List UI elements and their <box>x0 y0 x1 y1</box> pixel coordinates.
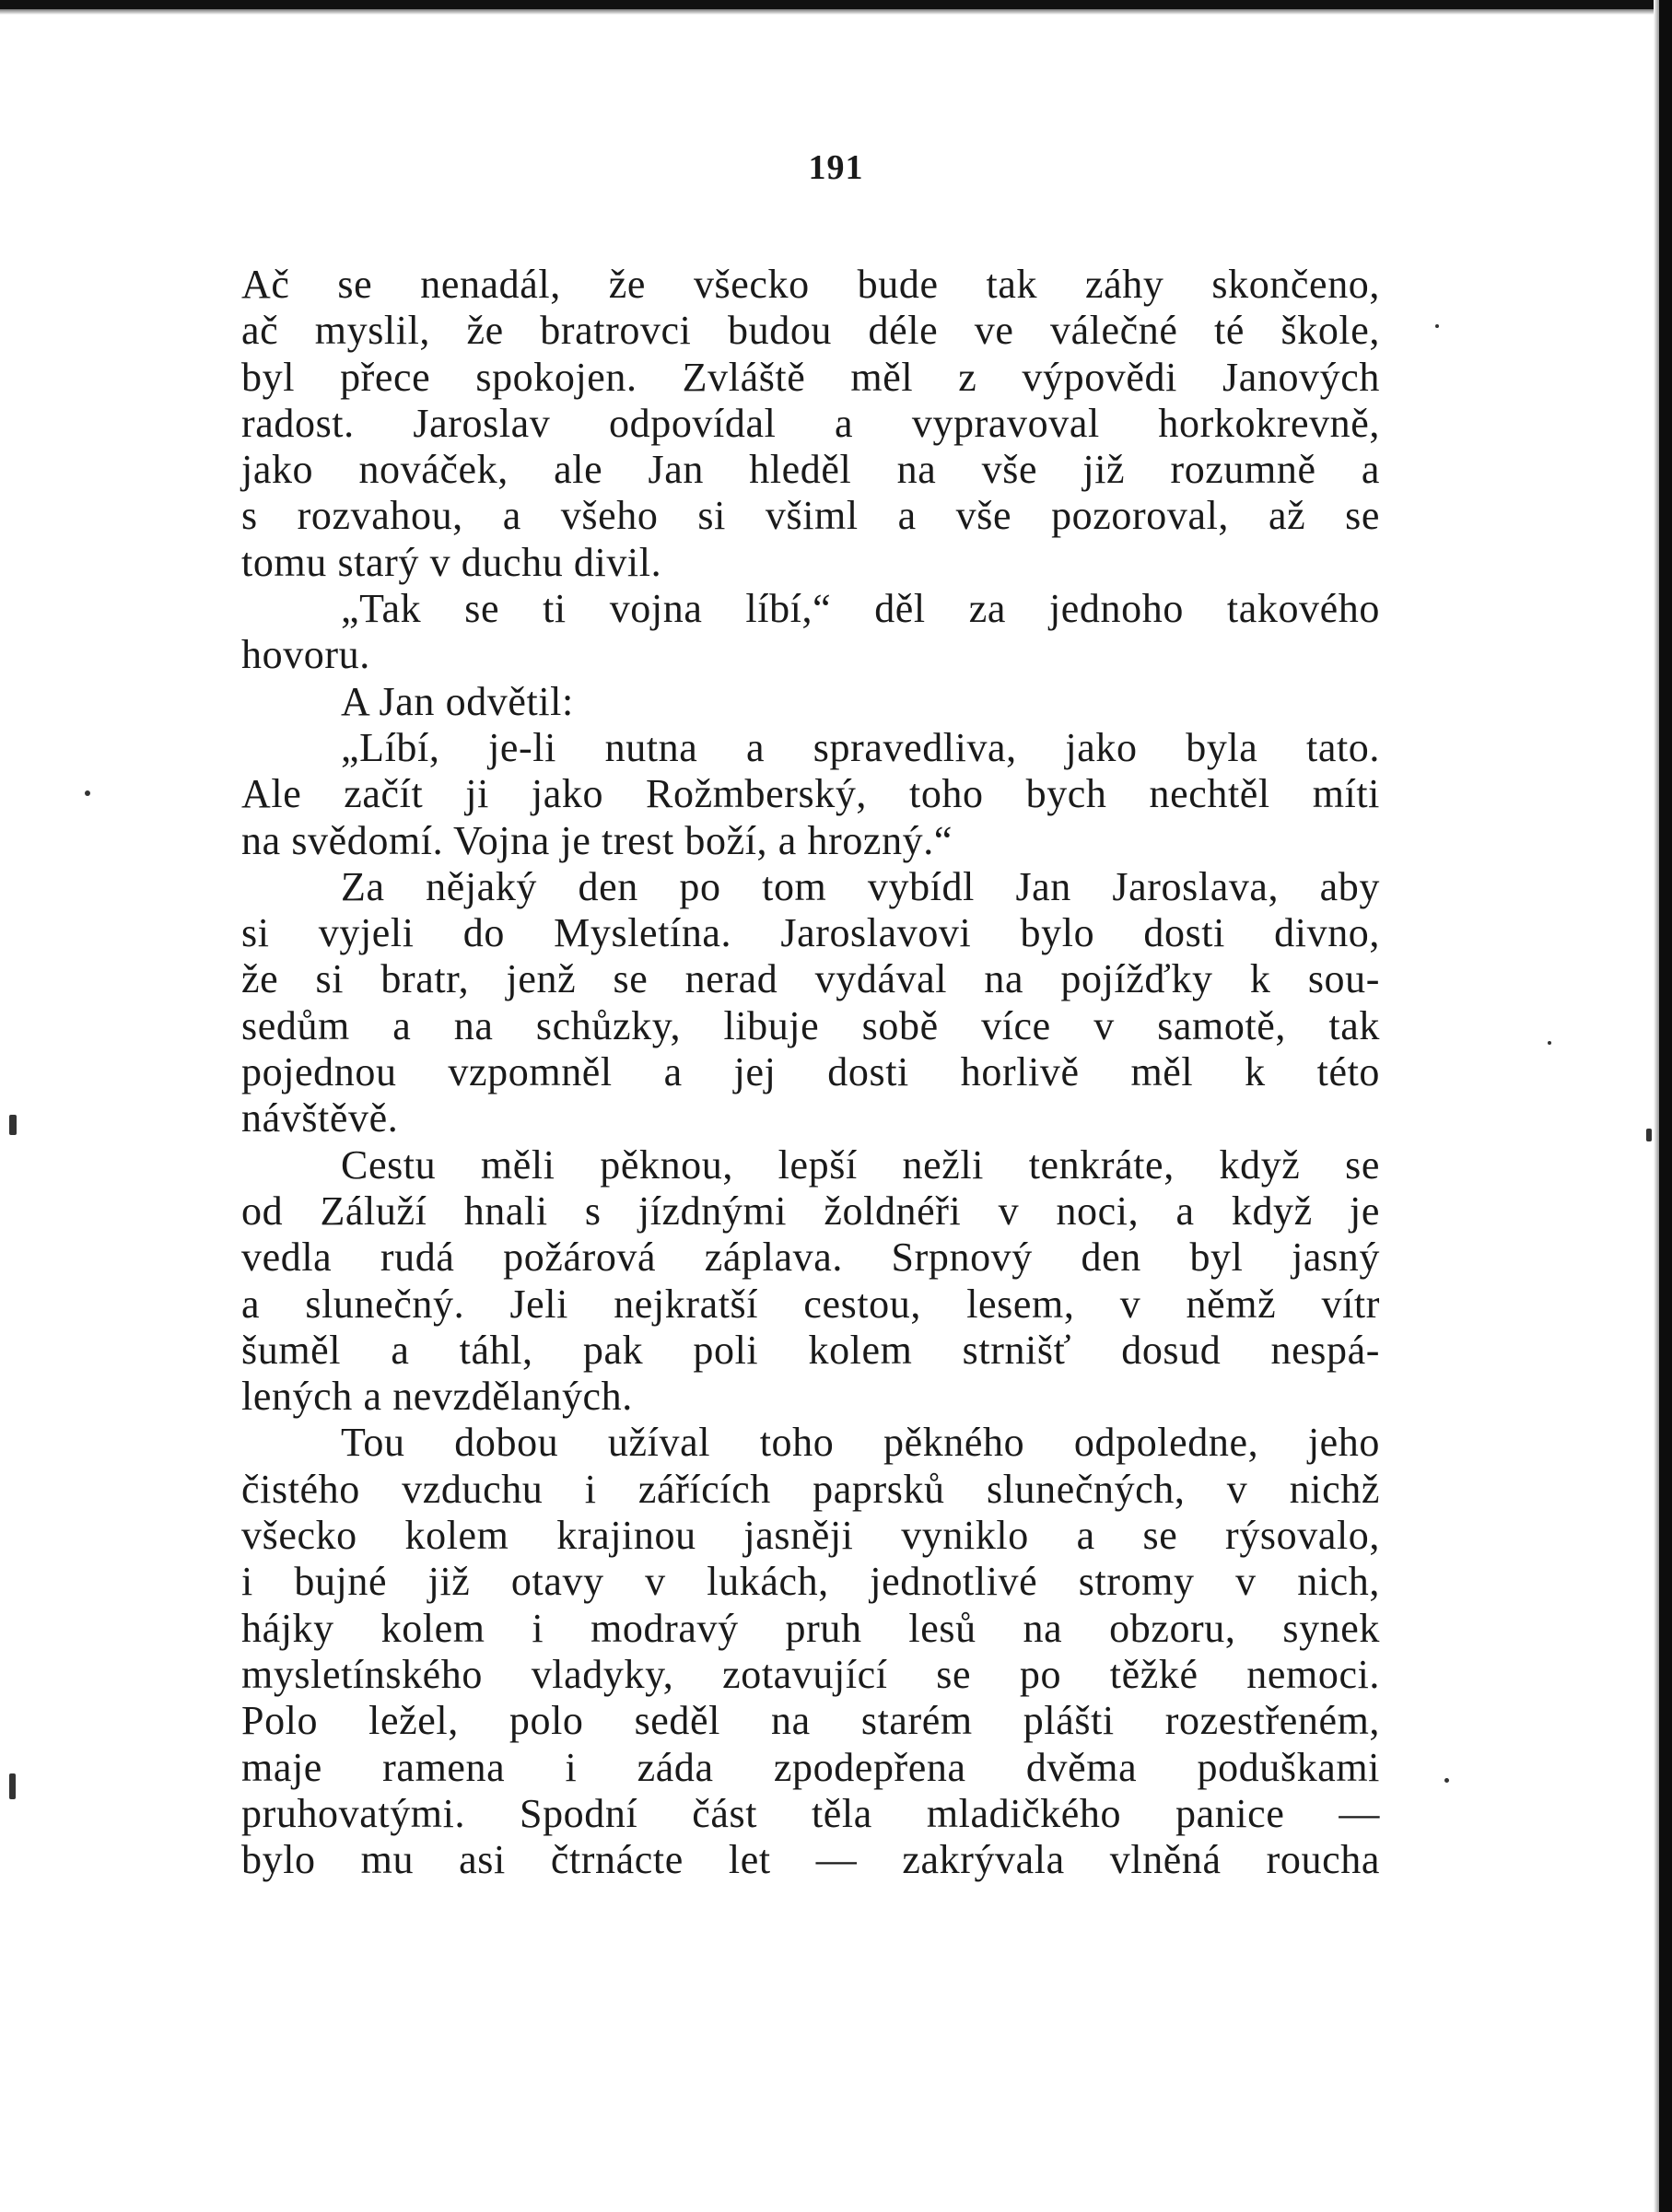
text-line: Cestu měli pěknou, lepší nežli tenkráte, když se <box>341 1141 1380 1188</box>
text-line: si vyjeli do Mysletína. Jaroslavovi bylo dosti divno, <box>241 910 1380 956</box>
scan-speck <box>1435 324 1439 328</box>
text-line: maje ramena i záda zpodepřena dvěma poduškami <box>241 1744 1380 1790</box>
scan-top-shadow <box>0 9 1672 15</box>
text-line: všecko kolem krajinou jasněji vyniklo a se rýsovalo, <box>241 1513 1380 1559</box>
text-line: čistého vzduchu i zářících paprsků slunečných, v nichž <box>241 1466 1380 1512</box>
body-text <box>241 262 1380 1883</box>
text-line: Ač se nenadál, že všecko bude tak záhy skončeno, <box>241 262 1380 307</box>
scan-right-border <box>1659 0 1672 2212</box>
text-line: a slunečný. Jeli nejkratší cestou, lesem, v němž vítr <box>241 1281 1380 1327</box>
scan-speck <box>1444 1778 1449 1783</box>
scan-speck <box>85 790 90 796</box>
scan-right-shadow <box>1654 0 1659 2212</box>
text-line: na svědomí. Vojna je trest boží, a hrozný.“ <box>241 817 953 863</box>
text-line: A Jan odvětil: <box>341 678 574 724</box>
scan-speck <box>1548 1041 1551 1045</box>
text-line: mysletínského vladyky, zotavující se po těžké nemoci. <box>241 1651 1380 1697</box>
text-line: sedům a na schůzky, libuje sobě více v samotě, tak <box>241 1002 1380 1048</box>
text-line: Ale začít ji jako Rožmberský, toho bych nechtěl míti <box>241 771 1380 817</box>
scan-top-border <box>0 0 1672 9</box>
text-line: Tou dobou užíval toho pěkného odpoledne, jeho <box>341 1420 1380 1466</box>
text-line: vedla rudá požárová záplava. Srpnový den byl jasný <box>241 1235 1380 1281</box>
text-line: radost. Jaroslav odpovídal a vypravoval horkokrevně, <box>241 400 1380 446</box>
scan-speck <box>9 1773 16 1799</box>
text-line: i bujné již otavy v lukách, jednotlivé stromy v nich, <box>241 1559 1380 1605</box>
text-line: tomu starý v duchu divil. <box>241 539 662 585</box>
text-line: jako nováček, ale Jan hleděl na vše již rozumně a <box>241 447 1380 493</box>
text-line: „Líbí, je-li nutna a spravedliva, jako byla tato. <box>341 724 1380 770</box>
text-line: bylo mu asi čtrnácte let — zakrývala vlněná roucha <box>241 1837 1380 1883</box>
text-line: že si bratr, jenž se nerad vydával na pojížďky k sou- <box>241 956 1380 1002</box>
scan-speck <box>9 1115 17 1135</box>
text-line: ač myslil, že bratrovci budou déle ve válečné té škole, <box>241 308 1380 354</box>
text-line: byl přece spokojen. Zvláště měl z výpovědi Janových <box>241 354 1380 400</box>
text-line: návštěvě. <box>241 1095 399 1141</box>
text-line: hovoru. <box>241 632 370 678</box>
text-line: šuměl a táhl, pak poli kolem strnišť dosud nespá- <box>241 1327 1380 1373</box>
page-number: 191 <box>808 148 864 187</box>
text-line: s rozvahou, a všeho si všiml a vše pozoroval, až se <box>241 493 1380 539</box>
text-line: hájky kolem i modravý pruh lesů na obzoru, synek <box>241 1605 1380 1651</box>
text-line: pruhovatými. Spodní část těla mladičkého panice — <box>241 1790 1380 1836</box>
text-line: Za nějaký den po tom vybídl Jan Jaroslava, aby <box>341 863 1380 909</box>
scan-speck <box>1646 1129 1652 1141</box>
text-line: lených a nevzdělaných. <box>241 1374 633 1420</box>
text-line: od Záluží hnali s jízdnými žoldnéři v noci, a když je <box>241 1188 1380 1234</box>
text-line: Polo ležel, polo seděl na starém plášti rozestřeném, <box>241 1698 1380 1744</box>
text-line: pojednou vzpomněl a jej dosti horlivě měl k této <box>241 1049 1380 1095</box>
text-line: „Tak se ti vojna líbí,“ děl za jednoho takového <box>341 586 1380 632</box>
